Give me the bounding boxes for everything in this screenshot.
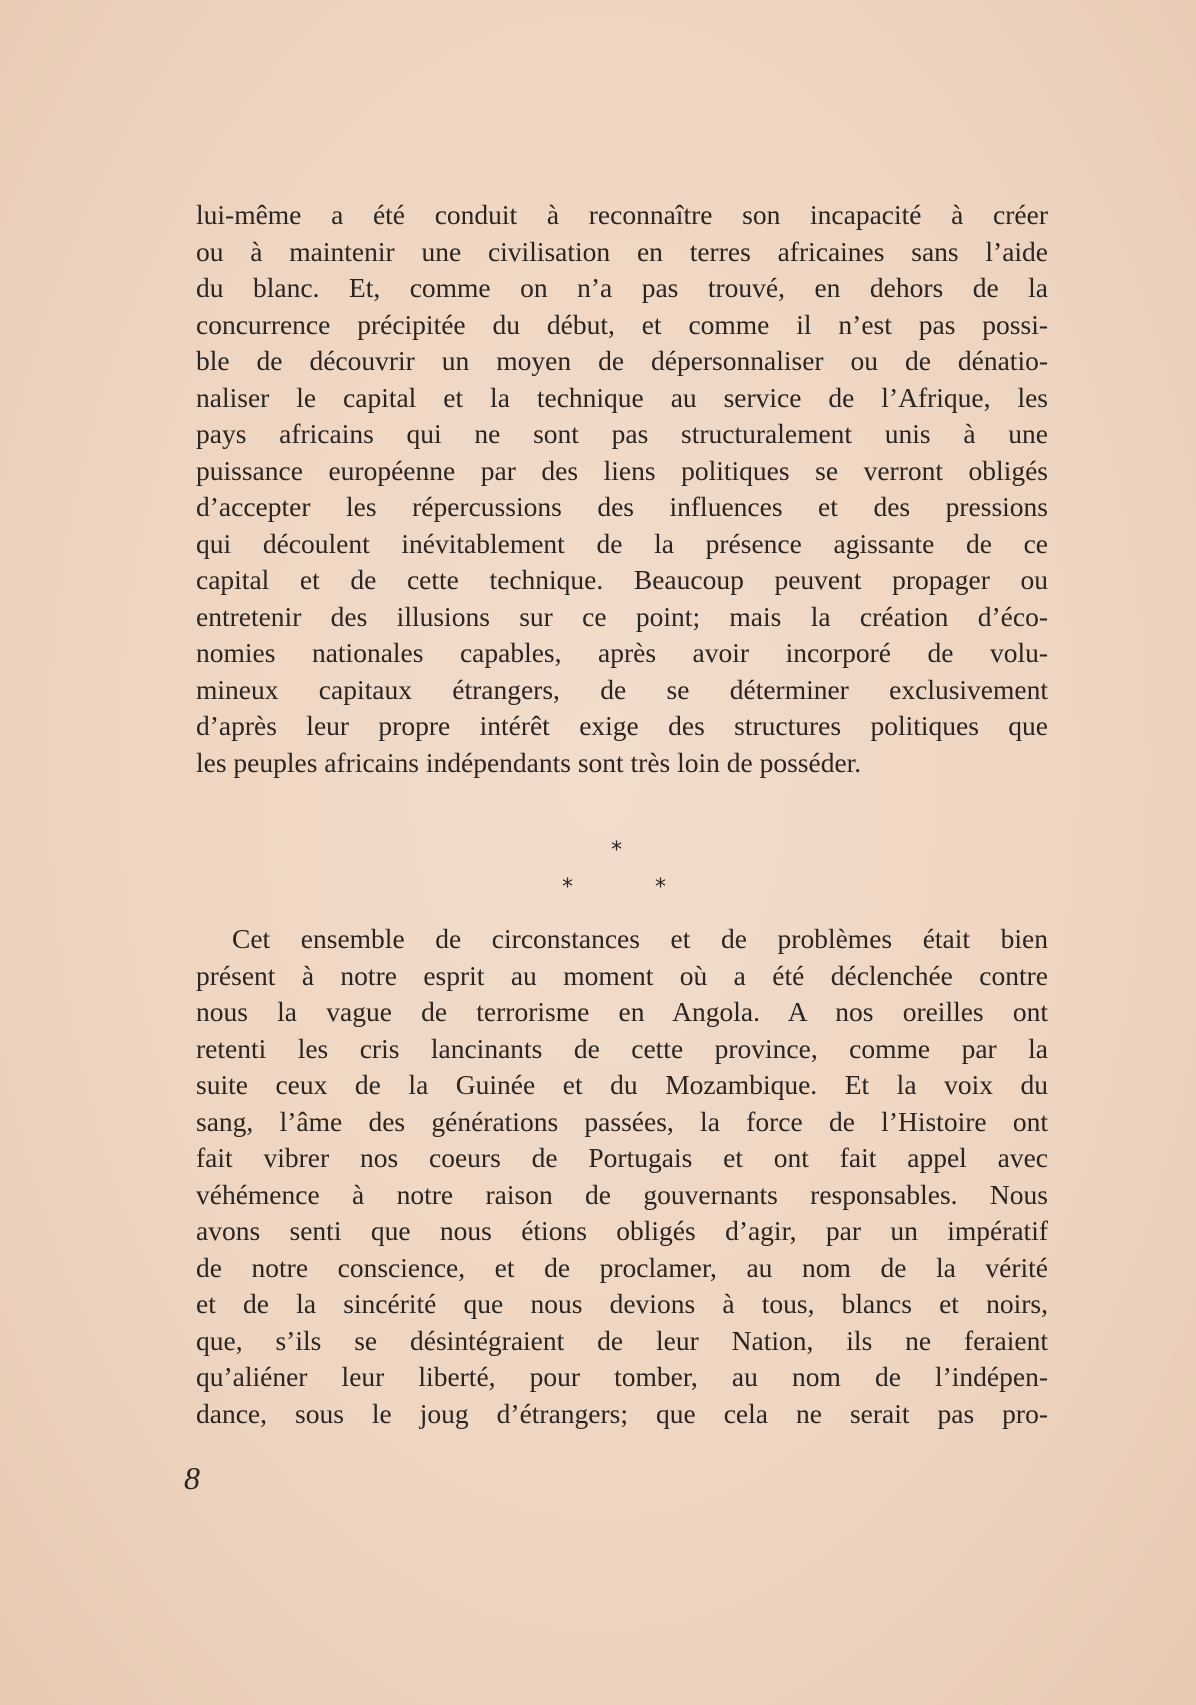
text-line: pays africains qui ne sont pas structuralement unis à une: [196, 418, 1048, 449]
text-line: entretenir des illusions sur ce point; mais la création d’éco-: [196, 600, 1048, 632]
text-line: d’après leur propre intérêt exige des structures politiques que: [196, 710, 1048, 741]
text-line: avons senti que nous étions obligés d’agir, par un impératif: [196, 1215, 1048, 1246]
text-line: d’accepter les répercussions des influences et des pressions: [196, 491, 1048, 522]
text-line: retenti les cris lancinants de cette province, comme par la: [196, 1032, 1048, 1064]
text-line: lui-même a été conduit à reconnaître son incapacité à créer: [196, 199, 1048, 230]
text-line: présent à notre esprit au moment où a été déclenchée contre: [196, 959, 1048, 991]
text-line: sang, l’âme des générations passées, la force de l’Histoire ont: [196, 1105, 1048, 1137]
page-number: 8: [184, 1460, 200, 1496]
text-line: concurrence précipitée du début, et comme il n’est pas possi-: [196, 308, 1048, 340]
text-line: que, s’ils se désintégraient de leur Nation, ils ne feraient: [196, 1324, 1048, 1356]
text-line: ble de découvrir un moyen de dépersonnaliser ou de dénatio-: [196, 345, 1048, 376]
text-line: qui découlent inévitablement de la présence agissante de ce: [196, 527, 1048, 559]
text-line: les peuples africains indépendants sont très loin de posséder.: [196, 746, 862, 778]
text-line: qu’aliéner leur liberté, pour tomber, au nom de l’indépen-: [196, 1361, 1048, 1392]
text-line: nous la vague de terrorisme en Angola. A nos oreilles ont: [196, 996, 1048, 1027]
text-line: nomies nationales capables, après avoir incorporé de volu-: [196, 637, 1048, 668]
text-line: véhémence à notre raison de gouvernants responsables. Nous: [196, 1178, 1048, 1210]
paragraph-new: [196, 921, 1048, 1432]
text-line: de notre conscience, et de proclamer, au nom de la vérité: [196, 1251, 1048, 1283]
text-line: mineux capitaux étrangers, de se déterminer exclusivement: [196, 673, 1048, 705]
text-line: suite ceux de la Guinée et du Mozambique. Et la voix du: [196, 1069, 1048, 1100]
text-line: du blanc. Et, comme on n’a pas trouvé, en dehors de la: [196, 272, 1048, 303]
separator-star: *: [562, 875, 573, 900]
text-line: puissance européenne par des liens politiques se verront obligés: [196, 454, 1048, 486]
text-line: et de la sincérité que nous devions à tous, blancs et noirs,: [196, 1288, 1048, 1319]
text-line: dance, sous le joug d’étrangers; que cela ne serait pas pro-: [196, 1397, 1048, 1429]
separator-star: *: [655, 875, 666, 900]
text-line: fait vibrer nos coeurs de Portugais et ont fait appel avec: [196, 1142, 1048, 1173]
text-line: naliser le capital et la technique au service de l’Afrique, les: [196, 381, 1048, 413]
text-line: ou à maintenir une civilisation en terres africaines sans l’aide: [196, 235, 1048, 267]
text-line: Cet ensemble de circonstances et de problèmes était bien: [232, 923, 1048, 954]
text-line: capital et de cette technique. Beaucoup peuvent propager ou: [196, 564, 1048, 595]
paragraph-continued: [196, 197, 1048, 781]
separator-star: *: [611, 838, 622, 863]
